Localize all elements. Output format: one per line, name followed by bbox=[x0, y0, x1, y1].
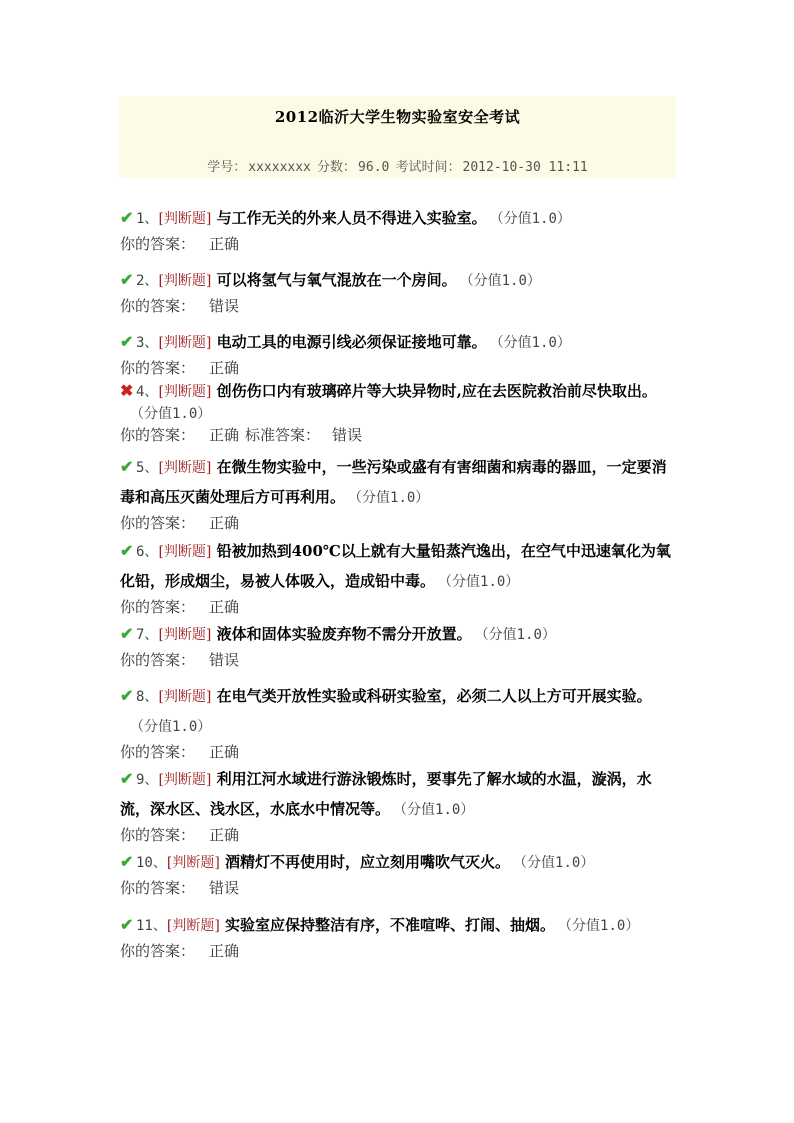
question-line bbox=[120, 910, 676, 941]
question-score: （分值1.0） bbox=[496, 335, 571, 351]
question-text: 电动工具的电源引线必须保证接地可靠。 bbox=[216, 333, 487, 351]
check-icon: ✔ bbox=[120, 624, 134, 643]
question-line bbox=[120, 265, 676, 296]
score-label: 分数： bbox=[317, 160, 357, 175]
check-icon: ✔ bbox=[120, 270, 134, 289]
question-item bbox=[120, 327, 676, 379]
question-number: 7、 bbox=[136, 627, 159, 643]
check-icon: ✔ bbox=[120, 208, 134, 227]
question-line bbox=[120, 764, 676, 825]
answer-line bbox=[120, 878, 676, 899]
question-text: 在微生物实验中，一些污染或盛有有害细菌和病毒的器皿，一定要消毒和高压灭菌处理后方可再利用。 bbox=[120, 458, 667, 506]
question-number: 9、 bbox=[136, 772, 159, 788]
answer-line bbox=[120, 650, 676, 671]
exam-time: 2012-10-30 11:11 bbox=[462, 160, 588, 175]
question-item bbox=[120, 536, 676, 618]
your-answer-label: 你的答案： bbox=[120, 826, 196, 844]
question-type-tag: [判断题] bbox=[166, 855, 220, 871]
exam-header bbox=[119, 96, 676, 178]
question-text: 实验室应保持整洁有序，不准喧哗、打闹、抽烟。 bbox=[225, 916, 556, 934]
question-score: （分值1.0） bbox=[496, 211, 571, 227]
question-item bbox=[120, 619, 676, 671]
your-answer-label: 你的答案： bbox=[120, 235, 196, 253]
question-type-tag: [判断题] bbox=[158, 689, 212, 705]
question-score: （分值1.0） bbox=[355, 490, 430, 506]
answer-line bbox=[120, 597, 676, 618]
question-score: （分值1.0） bbox=[445, 574, 520, 590]
student-id-label: 学号： bbox=[207, 160, 247, 175]
question-score: （分值1.0） bbox=[130, 406, 212, 422]
question-item bbox=[120, 764, 676, 846]
answer-line bbox=[120, 941, 676, 962]
time-label: 考试时间： bbox=[395, 160, 461, 175]
question-score: （分值1.0） bbox=[565, 918, 640, 934]
question-score: （分值1.0） bbox=[481, 627, 556, 643]
your-answer-label: 你的答案： bbox=[120, 359, 196, 377]
your-answer-label: 你的答案： bbox=[120, 879, 196, 897]
check-icon: ✔ bbox=[120, 686, 134, 705]
question-number: 5、 bbox=[136, 460, 159, 476]
question-score: （分值1.0） bbox=[400, 802, 475, 818]
your-answer-value: 正确 bbox=[209, 426, 240, 444]
check-icon: ✔ bbox=[120, 332, 134, 351]
your-answer-value: 正确 bbox=[209, 942, 240, 960]
question-type-tag: [判断题] bbox=[158, 335, 212, 351]
your-answer-label: 你的答案： bbox=[120, 514, 196, 532]
question-text: 与工作无关的外来人员不得进入实验室。 bbox=[216, 209, 487, 227]
your-answer-label: 你的答案： bbox=[120, 297, 196, 315]
question-type-tag: [判断题] bbox=[158, 772, 212, 788]
your-answer-value: 正确 bbox=[209, 235, 240, 253]
your-answer-label: 你的答案： bbox=[120, 426, 196, 444]
check-icon: ✔ bbox=[120, 769, 134, 788]
your-answer-label: 你的答案： bbox=[120, 942, 196, 960]
question-score: （分值1.0） bbox=[466, 273, 541, 289]
question-number: 4、 bbox=[136, 384, 159, 400]
question-line bbox=[120, 619, 676, 650]
check-icon: ✔ bbox=[120, 852, 134, 871]
standard-answer-label: 标准答案： bbox=[245, 426, 321, 444]
answer-line bbox=[120, 296, 676, 317]
question-item bbox=[120, 910, 676, 962]
question-text: 酒精灯不再使用时，应立刻用嘴吹气灭火。 bbox=[225, 853, 511, 871]
question-number: 6、 bbox=[136, 544, 159, 560]
question-text: 在电气类开放性实验或科研实验室，必须二人以上方可开展实验。 bbox=[216, 687, 652, 705]
question-line bbox=[120, 380, 676, 425]
question-line bbox=[120, 203, 676, 234]
check-icon: ✔ bbox=[120, 915, 134, 934]
your-answer-value: 正确 bbox=[209, 359, 240, 377]
question-item bbox=[120, 681, 676, 763]
your-answer-value: 正确 bbox=[209, 743, 240, 761]
your-answer-value: 正确 bbox=[209, 826, 240, 844]
question-type-tag: [判断题] bbox=[166, 918, 220, 934]
your-answer-value: 正确 bbox=[209, 514, 240, 532]
check-icon: ✔ bbox=[120, 457, 134, 476]
question-item bbox=[120, 265, 676, 317]
question-item bbox=[120, 452, 676, 534]
your-answer-value: 错误 bbox=[209, 297, 240, 315]
question-text: 创伤伤口内有玻璃碎片等大块异物时,应在去医院救治前尽快取出。 bbox=[216, 382, 657, 400]
question-type-tag: [判断题] bbox=[158, 627, 212, 643]
question-item bbox=[120, 847, 676, 899]
question-text: 利用江河水域进行游泳锻炼时，要事先了解水域的水温，漩涡，水流，深水区、浅水区，水底水中情况等。 bbox=[120, 770, 652, 818]
your-answer-label: 你的答案： bbox=[120, 651, 196, 669]
question-number: 1、 bbox=[136, 211, 159, 227]
exam-title: 2012临沂大学生物实验室安全考试 bbox=[274, 108, 521, 126]
question-text: 液体和固体实验废弃物不需分开放置。 bbox=[216, 625, 472, 643]
question-number: 2、 bbox=[136, 273, 159, 289]
question-type-tag: [判断题] bbox=[158, 211, 212, 227]
question-score: （分值1.0） bbox=[130, 719, 212, 735]
your-answer-value: 错误 bbox=[209, 651, 240, 669]
question-line bbox=[120, 536, 676, 597]
question-line bbox=[120, 327, 676, 358]
question-item bbox=[120, 203, 676, 255]
question-line bbox=[120, 452, 676, 513]
question-number: 10、 bbox=[136, 855, 167, 871]
exam-meta bbox=[119, 156, 676, 175]
question-score: （分值1.0） bbox=[520, 855, 595, 871]
question-number: 3、 bbox=[136, 335, 159, 351]
answer-line bbox=[120, 825, 676, 846]
question-type-tag: [判断题] bbox=[158, 384, 212, 400]
question-line bbox=[120, 681, 676, 742]
total-score: 96.0 bbox=[358, 160, 390, 175]
answer-line bbox=[120, 425, 676, 446]
cross-icon: ✖ bbox=[120, 381, 134, 400]
student-id: xxxxxxxx bbox=[248, 160, 311, 175]
check-icon: ✔ bbox=[120, 541, 134, 560]
question-type-tag: [判断题] bbox=[158, 544, 212, 560]
your-answer-value: 正确 bbox=[209, 598, 240, 616]
your-answer-label: 你的答案： bbox=[120, 598, 196, 616]
answer-line bbox=[120, 234, 676, 255]
question-line bbox=[120, 847, 676, 878]
question-type-tag: [判断题] bbox=[158, 273, 212, 289]
answer-line bbox=[120, 358, 676, 379]
standard-answer-value: 错误 bbox=[332, 426, 363, 444]
question-text: 可以将氢气与氧气混放在一个房间。 bbox=[216, 271, 457, 289]
question-number: 11、 bbox=[136, 918, 167, 934]
your-answer-label: 你的答案： bbox=[120, 743, 196, 761]
question-number: 8、 bbox=[136, 689, 159, 705]
your-answer-value: 错误 bbox=[209, 879, 240, 897]
answer-line bbox=[120, 742, 676, 763]
question-text: 铅被加热到400℃以上就有大量铅蒸汽逸出，在空气中迅速氧化为氧化铅，形成烟尘，易被人体吸入，造成铅中毒。 bbox=[120, 542, 671, 590]
question-type-tag: [判断题] bbox=[158, 460, 212, 476]
question-item bbox=[120, 380, 676, 446]
answer-line bbox=[120, 513, 676, 534]
